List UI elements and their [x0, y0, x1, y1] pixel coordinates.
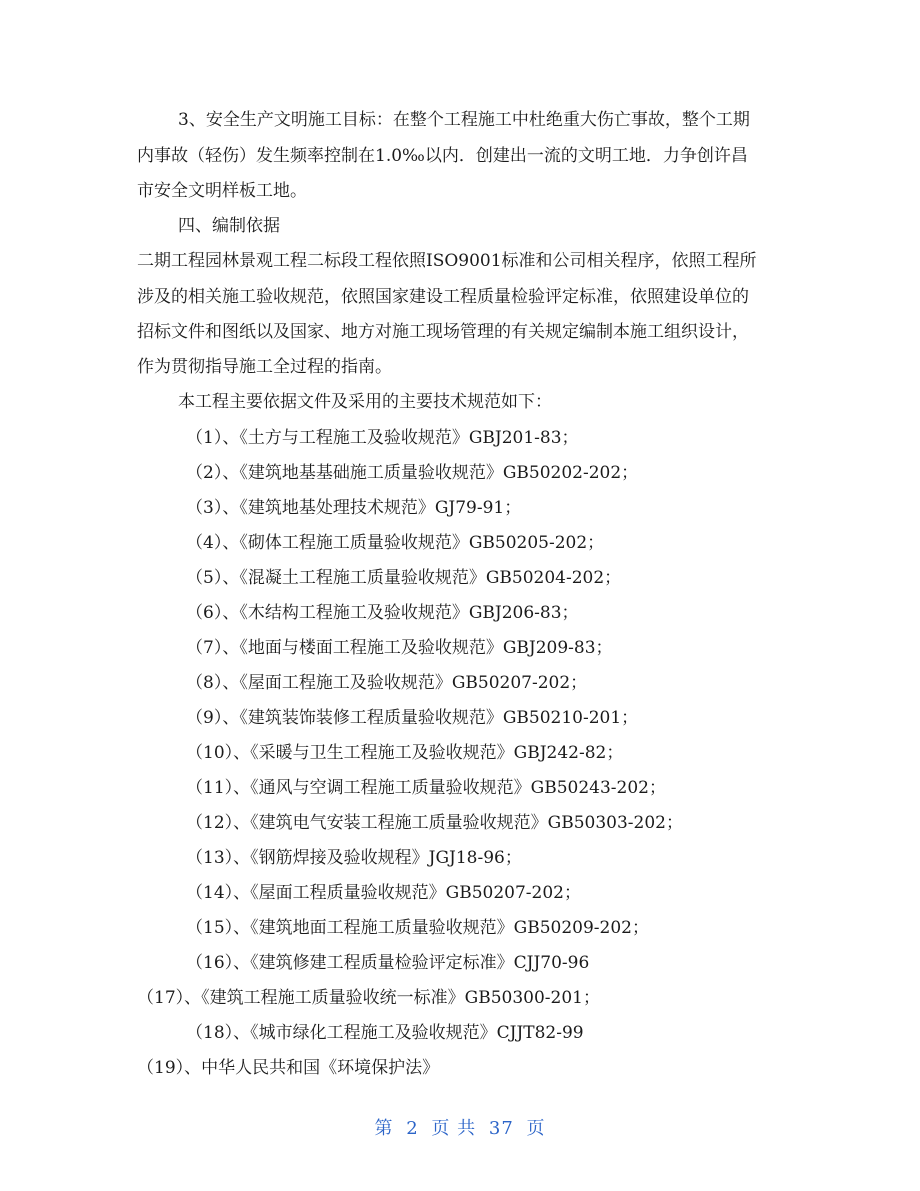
reference-item: （12）、《建筑电气安装工程施工质量验收规范》GB50303-202； [186, 813, 683, 833]
goal-paragraph-line: 内事故（轻伤）发生频率控制在1.0‰以内．创建出一流的文明工地．力争创许昌 [137, 146, 748, 166]
reference-item: （7）、《地面与楼面工程施工及验收规范》GBJ209-83； [186, 638, 613, 658]
page-footer [0, 1114, 920, 1140]
reference-item: （10）、《采暖与卫生工程施工及验收规范》GBJ242-82； [186, 743, 624, 763]
section-heading: 四、编制依据 [178, 216, 280, 236]
reference-item: （15）、《建筑地面工程施工质量验收规范》GB50209-202； [186, 918, 649, 938]
goal-paragraph-line: 3、安全生产文明施工目标：在整个工程施工中杜绝重大伤亡事故，整个工期 [178, 110, 750, 130]
goal-paragraph-line: 市安全文明样板工地。 [137, 181, 307, 201]
reference-item: （3）、《建筑地基处理技术规范》GJ79-91； [186, 498, 522, 518]
reference-item: （4）、《砌体工程施工质量验收规范》GB50205-202； [186, 533, 605, 553]
reference-item: （14）、《屋面工程质量验收规范》GB50207-202； [186, 883, 581, 903]
reference-item: （9）、《建筑装饰装修工程质量验收规范》GB50210-201； [186, 708, 639, 728]
reference-item: （19）、中华人民共和国《环境保护法》 [137, 1058, 440, 1078]
reference-item: （2）、《建筑地基基础施工质量验收规范》GB50202-202； [186, 463, 639, 483]
reference-item: （13）、《钢筋焊接及验收规程》JGJ18-96； [186, 848, 522, 868]
basis-paragraph-line: 招标文件和图纸以及国家、地方对施工现场管理的有关规定编制本施工组织设计， [137, 322, 749, 342]
reference-item: （11）、《通风与空调工程施工质量验收规范》GB50243-202； [186, 778, 666, 798]
reference-item: （5）、《混凝土工程施工质量验收规范》GB50204-202； [186, 568, 622, 588]
references-intro: 本工程主要依据文件及采用的主要技术规范如下： [178, 392, 552, 412]
reference-item: （8）、《屋面工程施工及验收规范》GB50207-202； [186, 673, 588, 693]
basis-paragraph-line: 涉及的相关施工验收规范，依照国家建设工程质量检验评定标准，依照建设单位的 [137, 287, 749, 307]
reference-item: （6）、《木结构工程施工及验收规范》GBJ206-83； [186, 603, 579, 623]
total-pages: 37 [488, 1118, 514, 1139]
reference-item: （17）、《建筑工程施工质量验收统一标准》GB50300-201； [137, 988, 600, 1008]
current-page-number: 2 [406, 1118, 419, 1139]
basis-paragraph-line: 作为贯彻指导施工全过程的指南。 [137, 357, 392, 377]
reference-item: （18）、《城市绿化工程施工及验收规范》CJJT82-99 [186, 1023, 584, 1043]
footer-suffix: 页 [526, 1118, 546, 1139]
reference-item: （16）、《建筑修建工程质量检验评定标准》CJJ70-96 [186, 953, 590, 973]
reference-item: （1）、《土方与工程施工及验收规范》GBJ201-83； [186, 428, 579, 448]
footer-middle: 页 共 [431, 1118, 477, 1139]
footer-prefix: 第 [374, 1118, 394, 1139]
basis-paragraph-line: 二期工程园林景观工程二标段工程依照ISO9001标准和公司相关程序，依照工程所 [137, 251, 757, 271]
